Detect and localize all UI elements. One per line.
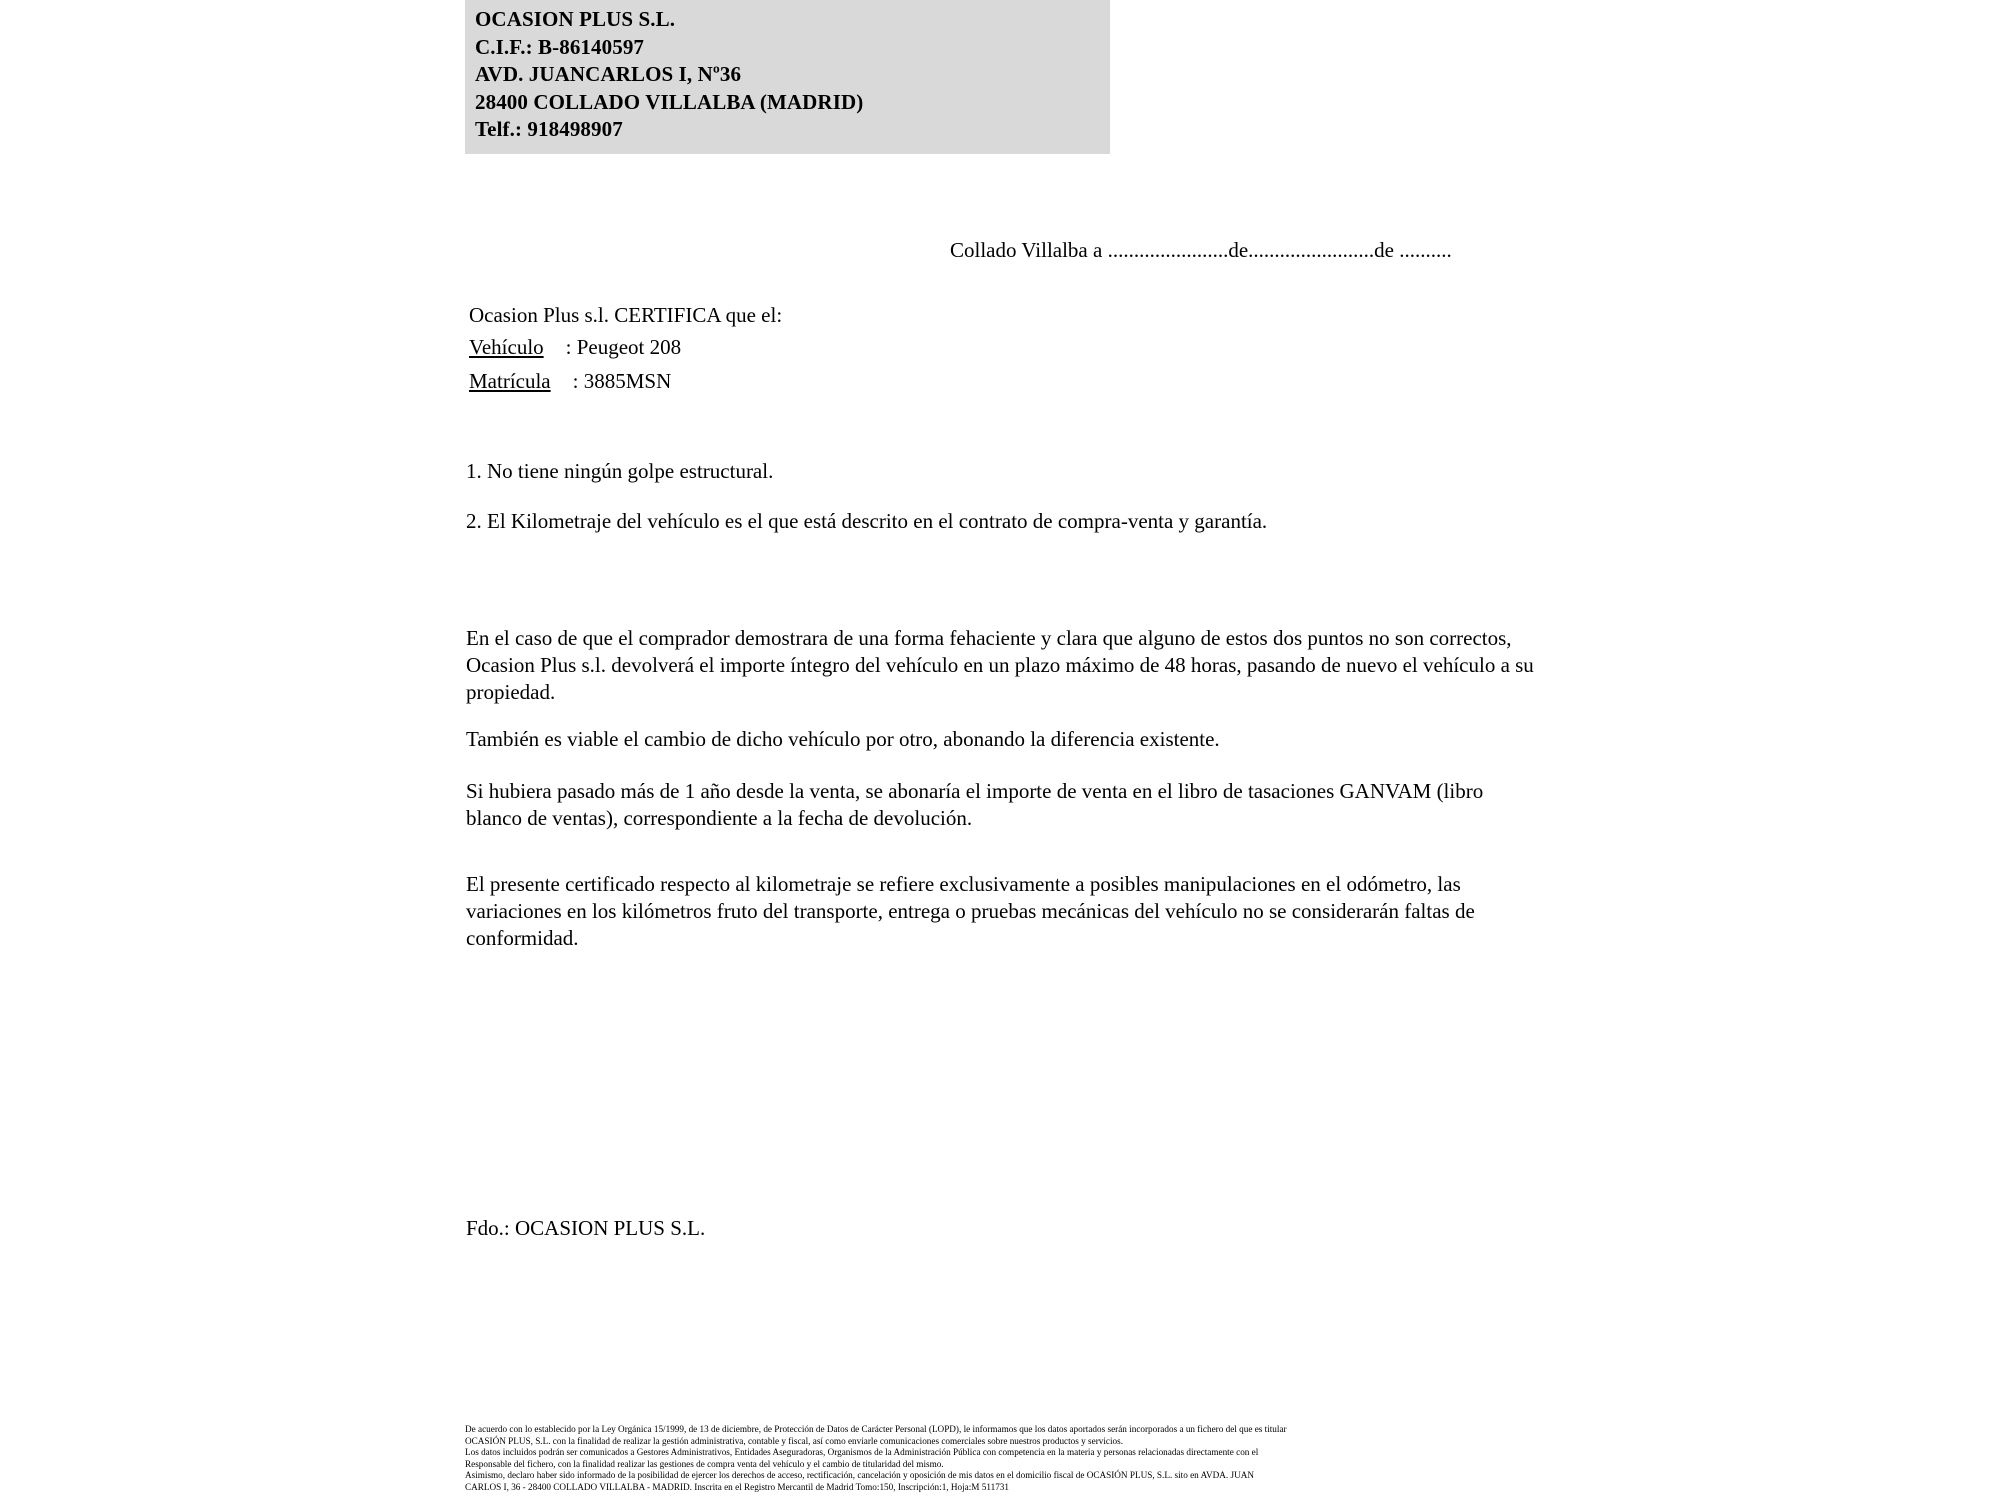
certifica-intro: Ocasion Plus s.l. CERTIFICA que el: bbox=[469, 303, 783, 327]
body-paragraph-2: También es viable el cambio de dicho vehículo por otro, abonando la diferencia existente. bbox=[466, 727, 1220, 751]
vehiculo-row bbox=[469, 334, 681, 360]
company-header-block bbox=[465, 0, 1110, 154]
company-phone: Telf.: 918498907 bbox=[475, 117, 623, 141]
legal-line-4: Responsable del fichero, con la finalidad realizar las gestiones de compra venta del vehículo y el cambio de titularidad del mismo. bbox=[465, 1458, 944, 1469]
vehiculo-label: Vehículo bbox=[469, 335, 544, 359]
body-paragraph-1: En el caso de que el comprador demostrara de una forma fehaciente y clara que alguno de estos dos puntos no son correctos, Ocasion Plus s.l. devolverá el importe íntegro del vehículo en un plazo máximo de 48 horas, pasando de nuevo el vehículo a su propiedad. bbox=[466, 626, 1534, 704]
company-cif: C.I.F.: B-86140597 bbox=[475, 34, 645, 59]
legal-line-2: OCASIÓN PLUS, S.L. con la finalidad de realizar la gestión administrativa, contable y fiscal, así como enviarle comunicaciones comerciales sobre nuestros productos y servicios. bbox=[465, 1435, 1123, 1446]
body-paragraph-3: Si hubiera pasado más de 1 año desde la venta, se abonaría el importe de venta en el libro de tasaciones GANVAM (libro blanco de ventas), correspondiente a la fecha de devolución. bbox=[466, 779, 1484, 830]
matricula-label: Matrícula bbox=[469, 369, 551, 393]
legal-footnote bbox=[465, 1424, 1555, 1494]
body-paragraph-4: El presente certificado respecto al kilometraje se refiere exclusivamente a posibles manipulaciones en el odómetro, las variaciones en los kilómetros fruto del transporte, entrega o pruebas mecánicas del vehículo no se considerarán faltas de conformidad. bbox=[466, 872, 1475, 950]
vehiculo-value: : Peugeot 208 bbox=[565, 335, 682, 359]
company-name: OCASION PLUS S.L. bbox=[475, 7, 676, 31]
date-line: Collado Villalba a .......................de........................de .......... bbox=[950, 238, 1452, 262]
certification-point-2: 2. El Kilometraje del vehículo es el que está descrito en el contrato de compra-venta y garantía. bbox=[466, 509, 1268, 533]
company-address-city: 28400 COLLADO VILLALBA (MADRID) bbox=[475, 89, 864, 114]
legal-line-1: De acuerdo con lo establecido por la Ley Orgánica 15/1999, de 13 de diciembre, de Protección de Datos de Carácter Personal (LOPD), le informamos que los datos aportados serán incorporados a un fichero del que es titular bbox=[465, 1424, 1287, 1434]
company-address-street: AVD. JUANCARLOS I, Nº36 bbox=[475, 62, 742, 86]
legal-line-5: Asimismo, declaro haber sido informado de la posibilidad de ejercer los derechos de acceso, rectificación, cancelación y oposición de mis datos en el domicilio fiscal de OCASIÓN PLUS, S.L. sito en AVDA. JUAN bbox=[465, 1470, 1254, 1481]
matricula-value: : 3885MSN bbox=[572, 369, 672, 393]
certification-point-1: 1. No tiene ningún golpe estructural. bbox=[466, 459, 774, 483]
legal-line-3: Los datos incluidos podrán ser comunicados a Gestores Administrativos, Entidades Aseguradoras, Organismos de la Administración Pública con competencia en la materia y personas relacionadas directamente con el bbox=[465, 1447, 1259, 1458]
legal-line-6: CARLOS I, 36 - 28400 COLLADO VILLALBA - MADRID. Inscrita en el Registro Mercantil de Madrid Tomo:150, Inscripción:1, Hoja:M 511731 bbox=[465, 1481, 1009, 1492]
signature-line: Fdo.: OCASION PLUS S.L. bbox=[466, 1216, 706, 1240]
matricula-row bbox=[469, 368, 671, 394]
